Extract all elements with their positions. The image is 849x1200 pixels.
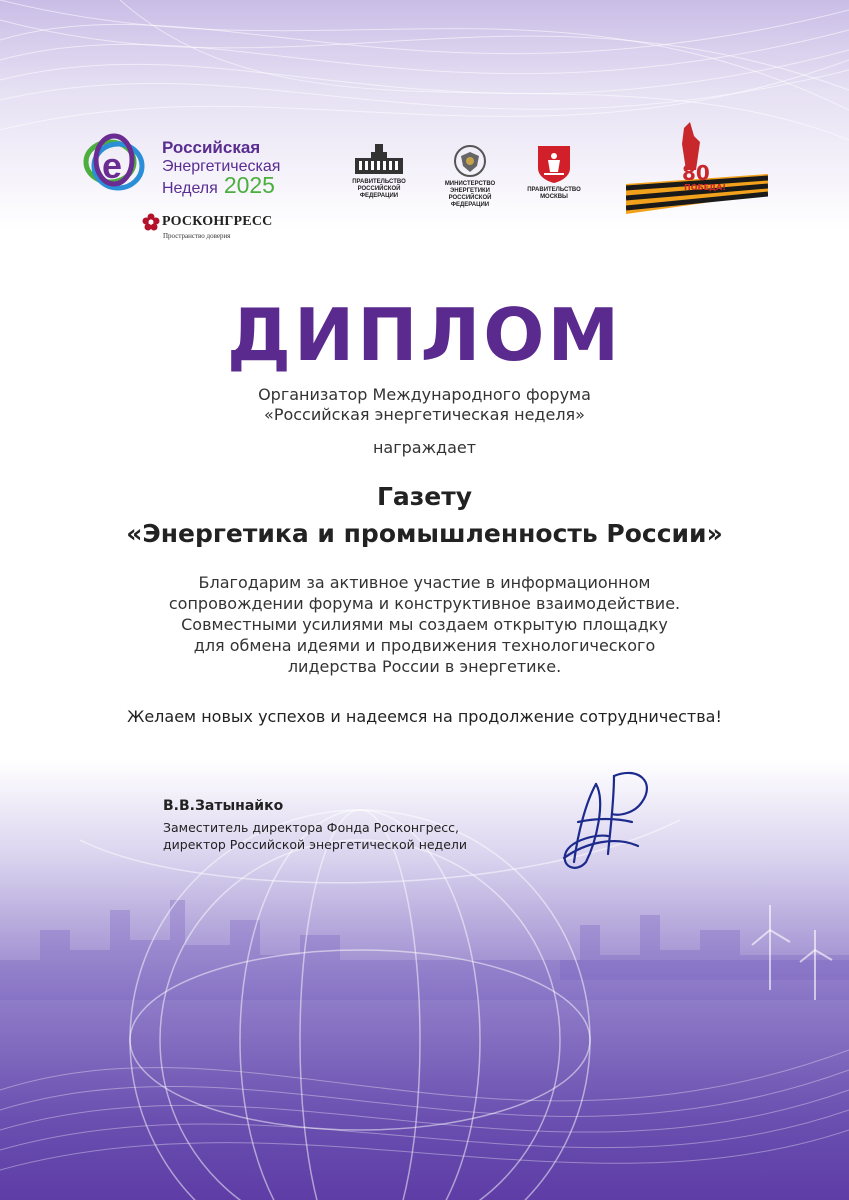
moscow-coat-of-arms-icon [534, 144, 574, 184]
rew-logo-year: 2025 [223, 172, 275, 198]
gov-logo-label: МИНИСТЕРСТВО ЭНЕРГЕТИКИ РОССИЙСКОЙ ФЕДЕРАЦИИ [444, 181, 496, 208]
signer-position [163, 819, 467, 853]
gov-logo-rf-government [344, 144, 414, 200]
russian-energy-week-logo [80, 132, 300, 202]
gratitude-text [0, 572, 849, 677]
organizer-text [0, 385, 849, 425]
gov-logo-ministry-energy [430, 144, 510, 209]
recipient-line: Газету [376, 482, 473, 511]
organizer-line: Организатор Международного форума [258, 385, 591, 404]
awards-text: награждает [372, 438, 477, 457]
recipient-line: «Энергетика и промышленность России» [126, 519, 723, 548]
roscongress-name: РОСКОНГРЕСС [162, 214, 273, 229]
government-building-icon [353, 144, 405, 176]
roscongress-logo [142, 212, 282, 242]
signer-block [163, 798, 467, 853]
gov-logo-label: ПРАВИТЕЛЬСТВО РОССИЙСКОЙ ФЕДЕРАЦИИ [352, 179, 406, 199]
ministry-emblem-icon [453, 144, 487, 178]
gov-logo-moscow-government [524, 144, 584, 201]
gov-logo-label: ПРАВИТЕЛЬСТВО МОСКВЫ [527, 187, 581, 200]
gratitude-line: Совместными усилиями мы создаем открытую площадку [181, 615, 668, 634]
gratitude-line: Благодарим за активное участие в информационном [198, 573, 651, 592]
victory-word: ПОБЕДА! [684, 183, 727, 192]
rew-logo-line2: Энергетическая [162, 158, 281, 175]
victory-number: 80 [682, 161, 710, 185]
roscongress-flower-icon [142, 213, 160, 231]
signer-position-line: директор Российской энергетической недели [163, 837, 467, 852]
gratitude-line: для обмена идеями и продвижения технологического [193, 636, 656, 655]
recipient [0, 478, 849, 552]
rew-logo-line1: Российская [162, 138, 261, 157]
diploma-title: ДИПЛОМ [226, 293, 623, 377]
signer-name: В.В.Затынайко [163, 798, 284, 814]
organizer-line: «Российская энергетическая неделя» [264, 405, 585, 424]
wish-text: Желаем новых успехов и надеемся на продолжение сотрудничества! [127, 707, 722, 726]
gratitude-line: лидерства России в энергетике. [287, 657, 562, 676]
victory-80-emblem [626, 122, 768, 217]
rew-logo-line3: Неделя [162, 180, 218, 197]
roscongress-tagline: Пространство доверия [163, 232, 231, 240]
handwritten-signature [556, 762, 666, 882]
energy-week-emblem-icon [80, 132, 150, 196]
gratitude-line: сопровождении форума и конструктивное взаимодействие. [168, 594, 681, 613]
signer-position-line: Заместитель директора Фонда Росконгресс, [163, 820, 460, 835]
svg-text:e: e [102, 145, 123, 186]
